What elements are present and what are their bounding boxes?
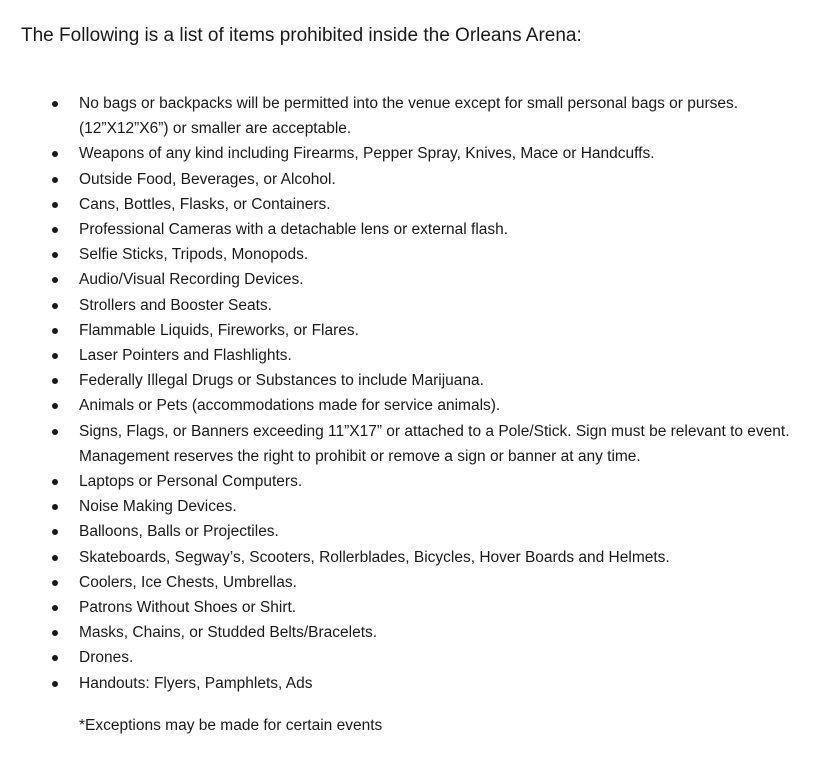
bullet-icon [52, 504, 58, 510]
page-heading: The Following is a list of items prohibited inside the Orleans Arena: [21, 25, 582, 46]
list-item [46, 519, 806, 544]
list-item-text: Balloons, Balls or Projectiles. [79, 523, 279, 541]
bullet-icon [52, 429, 58, 435]
list-item [46, 393, 806, 418]
list-item-text: Laptops or Personal Computers. [79, 473, 303, 491]
bullet-icon [52, 529, 58, 535]
bullet-icon [52, 378, 58, 384]
bullet-icon [52, 479, 58, 485]
bullet-icon [52, 177, 58, 183]
list-item [46, 645, 806, 670]
bullet-icon [52, 630, 58, 636]
list-item [46, 318, 806, 343]
list-item-text: Outside Food, Beverages, or Alcohol. [79, 170, 336, 188]
list-item [46, 620, 806, 645]
bullet-icon [52, 202, 58, 208]
list-item-text: Patrons Without Shoes or Shirt. [79, 599, 297, 617]
list-item [46, 91, 806, 141]
bullet-icon [52, 101, 58, 107]
bullet-icon [52, 252, 58, 258]
list-item-text: Cans, Bottles, Flasks, or Containers. [79, 195, 331, 213]
exceptions-note: *Exceptions may be made for certain events [79, 717, 383, 734]
list-item-text: Federally Illegal Drugs or Substances to include Marijuana. [79, 372, 484, 390]
list-item [46, 167, 806, 192]
list-item-text: Audio/Visual Recording Devices. [79, 271, 304, 289]
list-item-text: Skateboards, Segway’s, Scooters, Rollerblades, Bicycles, Hover Boards and Helmets. [79, 548, 670, 566]
bullet-icon [52, 227, 58, 233]
list-item [46, 419, 806, 469]
list-item [46, 671, 806, 696]
list-item-text: Masks, Chains, or Studded Belts/Bracelets. [79, 624, 378, 642]
bullet-icon [52, 580, 58, 586]
list-item-text: Noise Making Devices. [79, 498, 237, 516]
bullet-icon [52, 681, 58, 687]
bullet-icon [52, 605, 58, 611]
list-item-text: No bags or backpacks will be permitted into the venue except for small personal bags or purses. (12”X12”X6”) or smaller are acceptable. [79, 95, 739, 138]
list-item [46, 141, 806, 166]
list-item-text: Animals or Pets (accommodations made for service animals). [79, 397, 501, 415]
list-item-text: Laser Pointers and Flashlights. [79, 347, 292, 365]
list-item-text: Drones. [79, 649, 134, 667]
list-item-text: Signs, Flags, or Banners exceeding 11”X17” or attached to a Pole/Stick. Sign must be relevant to event. Management reserves the right to prohibit or remove a sign or banner at any time. [79, 422, 790, 465]
bullet-icon [52, 277, 58, 283]
list-item [46, 192, 806, 217]
list-item-text: Flammable Liquids, Fireworks, or Flares. [79, 321, 359, 339]
bullet-icon [52, 555, 58, 561]
bullet-icon [52, 303, 58, 309]
bullet-icon [52, 655, 58, 661]
list-item [46, 293, 806, 318]
list-item-text: Professional Cameras with a detachable lens or external flash. [79, 221, 509, 239]
list-item-text: Strollers and Booster Seats. [79, 296, 272, 314]
list-item [46, 267, 806, 292]
list-item [46, 595, 806, 620]
bullet-icon [52, 403, 58, 409]
list-item [46, 570, 806, 595]
list-item [46, 494, 806, 519]
list-item [46, 545, 806, 570]
list-item [46, 469, 806, 494]
bullet-icon [52, 151, 58, 157]
prohibited-items-list [46, 91, 806, 696]
bullet-icon [52, 353, 58, 359]
list-item [46, 368, 806, 393]
list-item [46, 242, 806, 267]
list-item-text: Handouts: Flyers, Pamphlets, Ads [79, 674, 313, 692]
list-item-text: Coolers, Ice Chests, Umbrellas. [79, 573, 297, 591]
list-item [46, 343, 806, 368]
list-item [46, 217, 806, 242]
list-item-text: Selfie Sticks, Tripods, Monopods. [79, 246, 309, 264]
list-item-text: Weapons of any kind including Firearms, Pepper Spray, Knives, Mace or Handcuffs. [79, 145, 655, 163]
bullet-icon [52, 328, 58, 334]
